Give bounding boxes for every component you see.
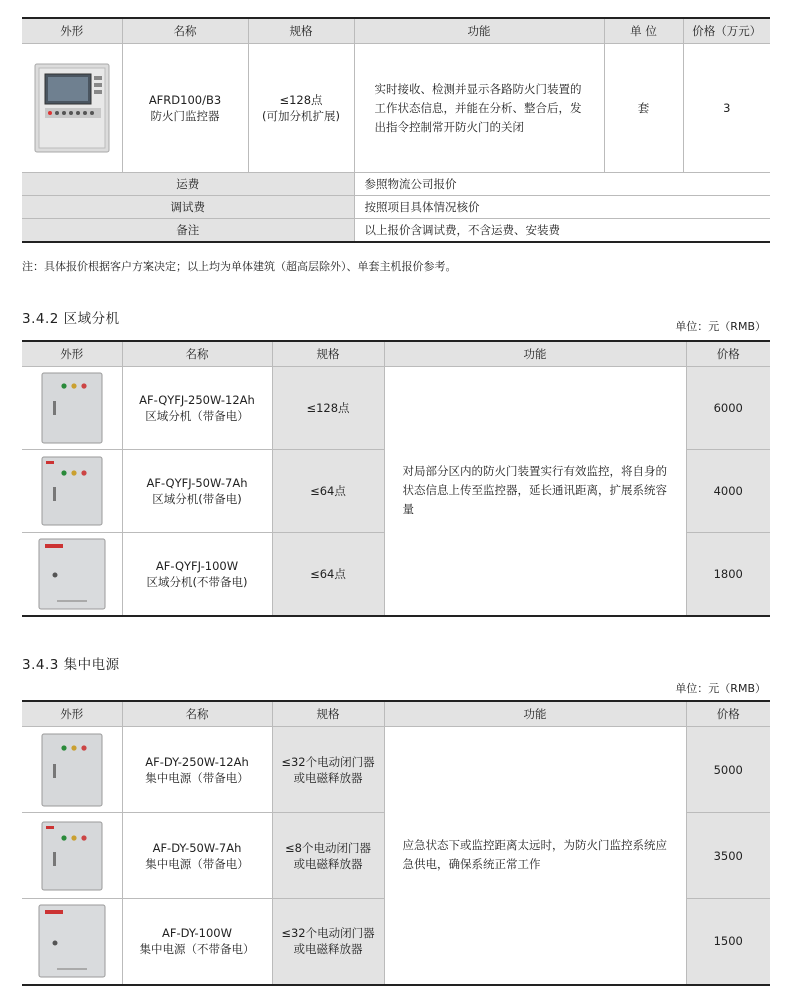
product-name: AF-DY-50W-7Ah 集中电源（带备电）	[122, 813, 272, 899]
fee-label: 调试费	[22, 196, 354, 219]
table-row	[22, 367, 770, 450]
product-photo-cell	[22, 813, 122, 899]
section-unit-label: 单位：元（RMB）	[675, 682, 766, 695]
header-function: 功能	[354, 18, 604, 44]
header-spec: 规格	[272, 701, 384, 727]
product-photo-cell	[22, 367, 122, 450]
power-supply-cabinet-image	[40, 732, 104, 808]
product-price: 5000	[686, 727, 770, 813]
product-photo-cell	[22, 533, 122, 616]
header-shape: 外形	[22, 18, 122, 44]
header-price: 价格	[686, 701, 770, 727]
header-shape: 外形	[22, 701, 122, 727]
product-photo-cell	[22, 899, 122, 985]
product-spec: ≤128点 (可加分机扩展)	[248, 44, 354, 173]
fee-value: 按照项目具体情况核价	[354, 196, 770, 219]
product-name: AF-QYFJ-50W-7Ah 区域分机(带备电)	[122, 450, 272, 533]
price-note: 注：具体报价根据客户方案决定；以上均为单体建筑（超高层除外）、单套主机报价参考。	[22, 260, 457, 273]
product-function: 应急状态下或监控距离太远时，为防火门监控系统应急供电，确保系统正常工作	[384, 727, 686, 985]
product-price: 1500	[686, 899, 770, 985]
regional-unit-cabinet-image	[37, 537, 107, 611]
product-unit: 套	[604, 44, 683, 173]
monitor-price-table	[22, 17, 770, 243]
header-spec: 规格	[248, 18, 354, 44]
header-name: 名称	[122, 18, 248, 44]
header-function: 功能	[384, 341, 686, 367]
header-shape: 外形	[22, 341, 122, 367]
product-name: AFRD100/B3 防火门监控器	[122, 44, 248, 173]
regional-unit-table	[22, 340, 770, 617]
product-spec: ≤64点	[272, 450, 384, 533]
regional-unit-cabinet-image	[40, 371, 104, 445]
table-row	[22, 44, 770, 173]
product-spec: ≤64点	[272, 533, 384, 616]
product-function: 实时接收、检测并显示各路防火门装置的工作状态信息，并能在分析、整合后，发出指令控制常开防火门的关闭	[354, 44, 604, 173]
product-photo-cell	[22, 44, 122, 173]
product-photo-cell	[22, 727, 122, 813]
product-price: 1800	[686, 533, 770, 616]
product-name: AF-QYFJ-250W-12Ah 区域分机（带备电）	[122, 367, 272, 450]
product-name: AF-QYFJ-100W 区域分机(不带备电)	[122, 533, 272, 616]
monitor-cabinet-image	[33, 62, 111, 154]
section-unit-label: 单位：元（RMB）	[675, 320, 766, 333]
fee-label: 备注	[22, 219, 354, 243]
fee-value: 参照物流公司报价	[354, 173, 770, 196]
product-spec: ≤8个电动闭门器 或电磁释放器	[272, 813, 384, 899]
product-function: 对局部分区内的防火门装置实行有效监控，将自身的状态信息上传至监控器，延长通讯距离，扩展系统容量	[384, 367, 686, 616]
header-price: 价格	[686, 341, 770, 367]
power-supply-cabinet-image	[37, 903, 107, 979]
product-spec: ≤32个电动闭门器 或电磁释放器	[272, 727, 384, 813]
header-spec: 规格	[272, 341, 384, 367]
fee-row-commissioning	[22, 196, 770, 219]
power-supply-cabinet-image	[40, 820, 104, 892]
product-spec: ≤32个电动闭门器 或电磁释放器	[272, 899, 384, 985]
fee-row-remark	[22, 219, 770, 243]
header-price: 价格（万元）	[683, 18, 770, 44]
fee-value: 以上报价含调试费，不含运费、安装费	[354, 219, 770, 243]
product-name: AF-DY-250W-12Ah 集中电源（带备电）	[122, 727, 272, 813]
table-header-row	[22, 341, 770, 367]
header-unit: 单 位	[604, 18, 683, 44]
central-power-table	[22, 700, 770, 986]
fee-label: 运费	[22, 173, 354, 196]
product-photo-cell	[22, 450, 122, 533]
header-name: 名称	[122, 701, 272, 727]
regional-unit-cabinet-image	[40, 455, 104, 527]
table-header-row	[22, 18, 770, 44]
product-price: 3500	[686, 813, 770, 899]
header-name: 名称	[122, 341, 272, 367]
fee-row-shipping	[22, 173, 770, 196]
product-price: 6000	[686, 367, 770, 450]
product-spec: ≤128点	[272, 367, 384, 450]
product-price: 3	[683, 44, 770, 173]
table-header-row	[22, 701, 770, 727]
product-price: 4000	[686, 450, 770, 533]
product-name: AF-DY-100W 集中电源（不带备电）	[122, 899, 272, 985]
section-title-regional-unit: 3.4.2 区域分机	[22, 311, 120, 327]
table-row	[22, 727, 770, 813]
header-function: 功能	[384, 701, 686, 727]
section-title-central-power: 3.4.3 集中电源	[22, 657, 120, 673]
